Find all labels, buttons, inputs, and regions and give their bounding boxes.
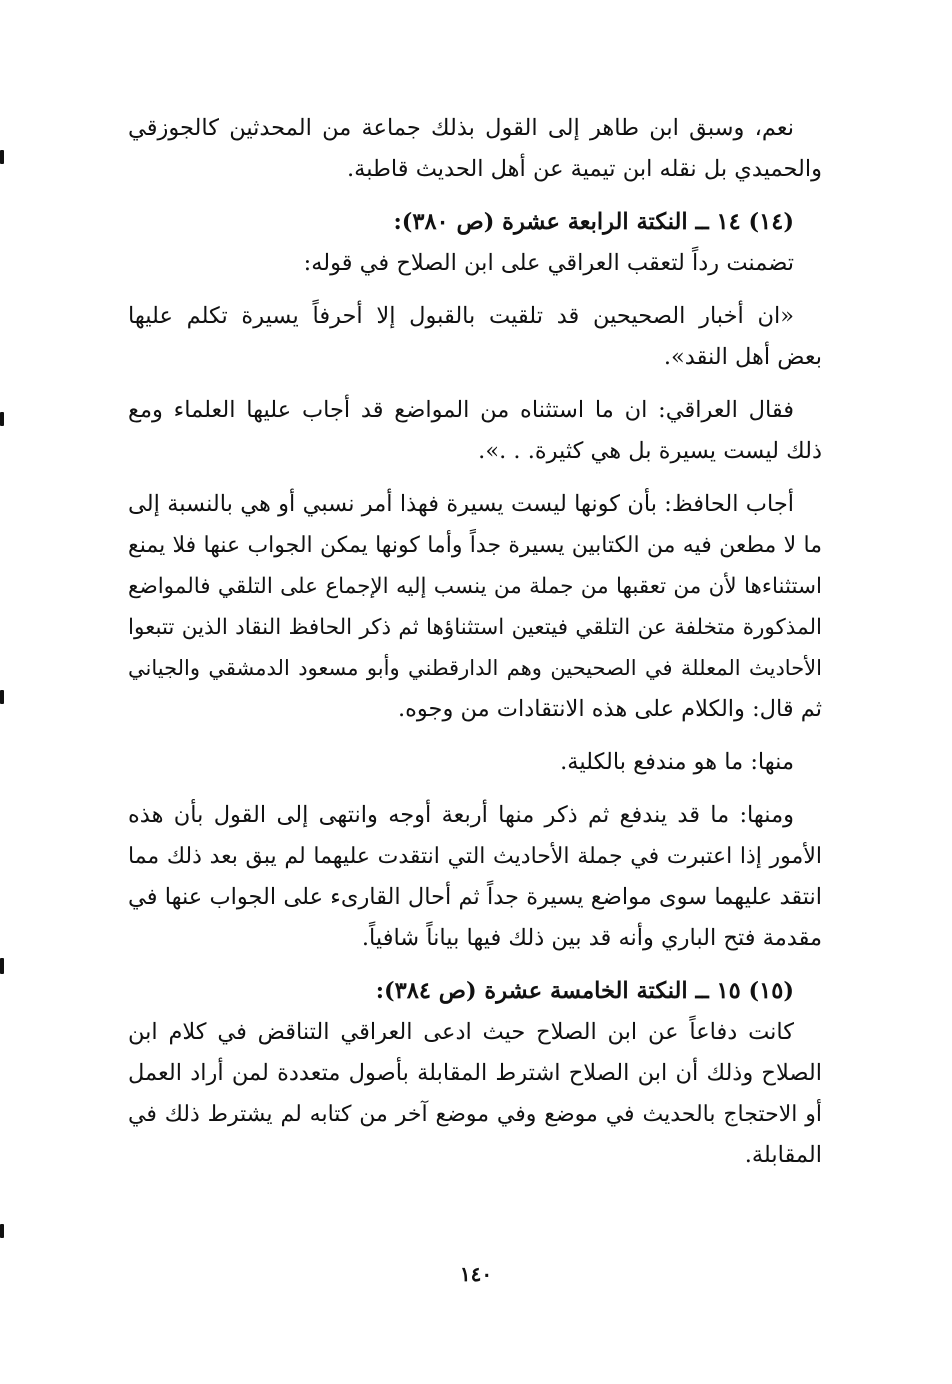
text-line: استثناءها لأن من تعقبها من جملة من ينسب إليه الإجماع على التلقي فالمواضع [128, 574, 822, 599]
text-line: تضمنت رداً لتعقب العراقي على ابن الصلاح في قوله: [303, 250, 794, 276]
scan-margin-mark [0, 690, 4, 704]
text-line: المقابلة. [744, 1142, 822, 1168]
page-number: ١٤٠ [459, 1262, 493, 1286]
text-line: ما لا مطعن فيه من الكتابين يسيرة جداً وأما كونها يمكن الجواب عنها فلا يمنع [128, 533, 822, 558]
scan-margin-mark [0, 150, 4, 164]
scan-margin-mark [0, 958, 4, 974]
scan-margin-mark [0, 1224, 4, 1238]
text-line: الصلاح وذلك أن ابن الصلاح اشترط المقابلة بأصول متعددة لمن أراد العمل [128, 1060, 822, 1086]
text-line: ومنها: ما قد يندفع ثم ذكر منها أربعة أوجه وانتهى إلى القول بأن هذه [128, 802, 794, 828]
text-line: مقدمة فتح الباري وأنه قد بين ذلك فيها بياناً شافياً. [361, 925, 822, 951]
quote-line: «ان أخبار الصحيحين قد تلقيت بالقبول إلا أحرفاً يسيرة تكلم عليها [128, 303, 794, 329]
quote-line: بعض أهل النقد». [663, 344, 822, 370]
section-heading-15: (١٥) ١٥ ــ النكتة الخامسة عشرة (ص ٣٨٤): [375, 978, 794, 1004]
text-line: ذلك ليست يسيرة بل هي كثيرة. . .». [478, 438, 822, 464]
text-line: والحميدي بل نقله ابن تيمية عن أهل الحديث قاطبة. [347, 156, 822, 182]
text-line: كانت دفاعاً عن ابن الصلاح حيث ادعى العراقي التناقض في كلام ابن [128, 1019, 794, 1045]
text-line: الأمور إذا اعتبرت في جملة الأحاديث التي انتقدت عليهما لم يبق بعد ذلك مما [128, 844, 822, 869]
page-body [128, 108, 822, 1176]
text-line: نعم، وسبق ابن طاهر إلى القول بذلك جماعة من المحدثين كالجوزقي [128, 115, 794, 141]
text-line: انتقد عليهما سوى مواضع يسيرة جداً ثم أحال القارىء على الجواب عنها في [128, 884, 822, 910]
scan-margin-mark [0, 412, 4, 426]
text-line: أجاب الحافظ: بأن كونها ليست يسيرة فهذا أمر نسبي أو هي بالنسبة إلى [128, 491, 794, 517]
section-heading-14: (١٤) ١٤ ــ النكتة الرابعة عشرة (ص ٣٨٠): [393, 209, 794, 235]
text-line: المذكورة متخلفة عن التلقي فيتعين استثناؤها ثم ذكر الحافظ النقاد الذين تتبعوا [128, 615, 822, 640]
text-line: أو الاحتجاج بالحديث في موضع وفي موضع آخر من كتابه لم يشترط ذلك في [128, 1102, 822, 1127]
text-line: ثم قال: والكلام على هذه الانتقادات من وجوه. [397, 696, 822, 722]
text-line: الأحاديث المعللة في الصحيحين وهم الدارقطني وأبو مسعود الدمشقي والجياني [128, 656, 822, 680]
text-line: منها: ما هو مندفع بالكلية. [560, 749, 794, 775]
text-line: فقال العراقي: ان ما استثناه من المواضع قد أجاب عليها العلماء ومع [128, 397, 794, 423]
